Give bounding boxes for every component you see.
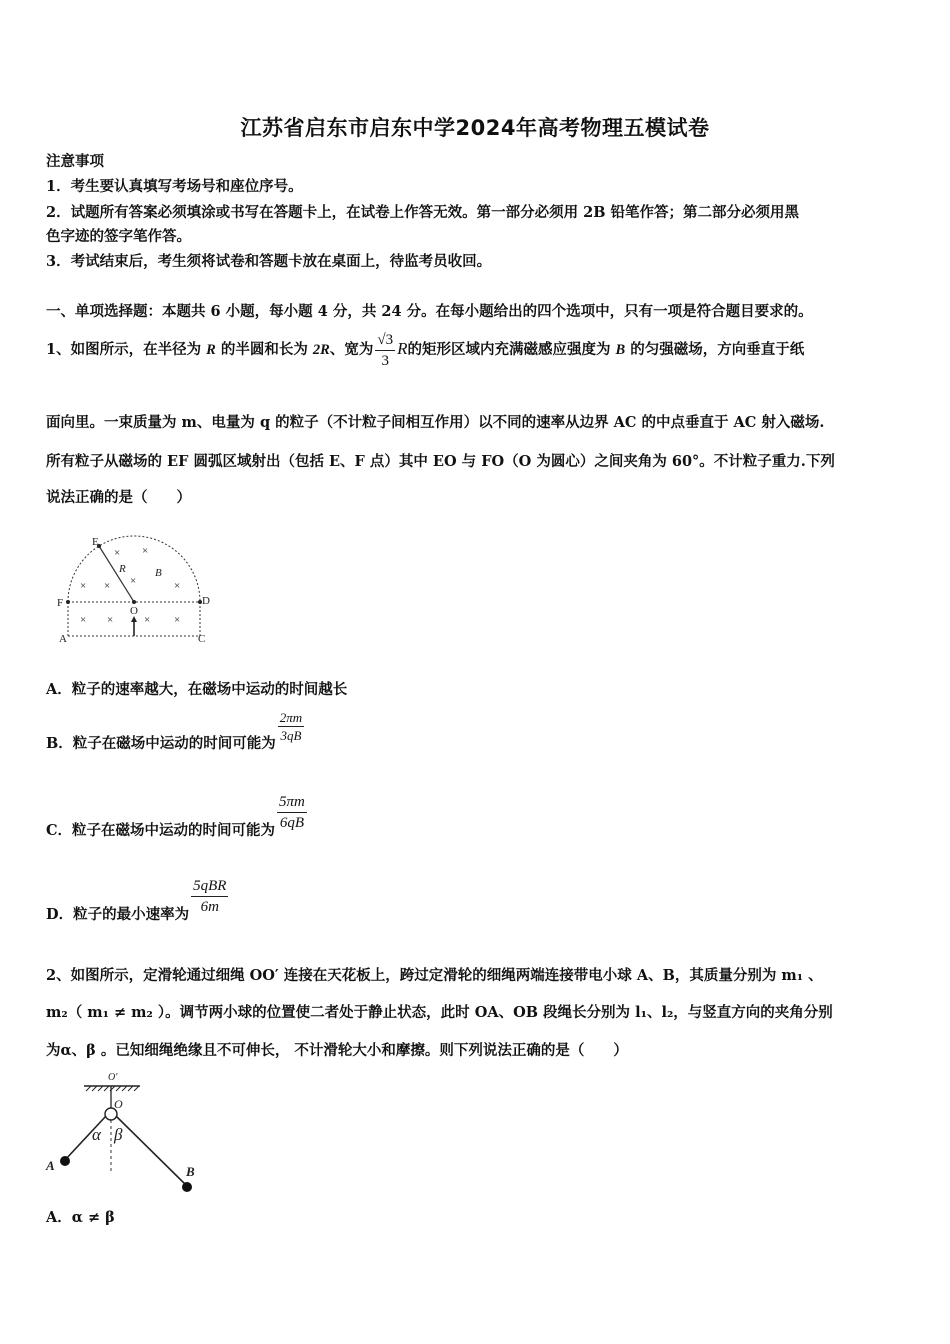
q2-line-3: 为α、β 。已知细绳绝缘且不可伸长， 不计滑轮大小和摩擦。则下列说法正确的是（ ） [46, 1042, 628, 1059]
field-cross: × [130, 575, 137, 587]
q1-option-b [46, 709, 904, 752]
label-a: A [46, 1158, 55, 1173]
label-b: B [186, 1164, 195, 1179]
section-1-heading: 一、单项选择题：本题共 6 小题，每小题 4 分，共 24 分。在每小题给出的四个选项中，只有一项是符合题目要求的。 [46, 303, 813, 320]
field-cross: × [114, 547, 121, 559]
field-cross: × [104, 580, 111, 592]
label-c: C [198, 633, 206, 645]
label-e: E [92, 536, 99, 548]
field-cross: × [142, 545, 149, 557]
q1-option-d-num: 5qBR [191, 876, 228, 897]
q1-width-fraction-den: 3 [381, 352, 389, 369]
q1-var-2r: 2R [312, 342, 330, 358]
notice-item-2-line-2: 色字迹的签字笔作答。 [46, 228, 191, 245]
rope-ob [116, 1116, 187, 1186]
q1-text-d: 的矩形区域内充满磁感应强度为 [407, 341, 616, 358]
q1-option-c-den: 6qB [279, 815, 305, 831]
notice-item-1: 1．考生要认真填写考场号和座位序号。 [46, 178, 303, 195]
label-alpha: α [92, 1125, 101, 1144]
q1-option-b-fraction [278, 709, 304, 744]
q1-option-d-fraction [191, 876, 228, 917]
q2-line-2: m₂（ m₁ ≠ m₂ ）。调节两小球的位置使二者处于静止状态，此时 OA、OB 段绳长分别为 l₁、l₂，与竖直方向的夹角分别 [46, 1004, 833, 1021]
point-f [66, 600, 70, 604]
notice-item-3: 3．考试结束后，考生须将试卷和答题卡放在桌面上，待监考员收回。 [46, 253, 492, 270]
page-title: 江苏省启东市启东中学2024年高考物理五模试卷 [240, 116, 710, 140]
field-cross: × [174, 614, 181, 626]
label-f: F [57, 597, 64, 609]
label-b: B [155, 567, 162, 579]
label-beta: β [114, 1125, 123, 1144]
field-cross: × [80, 580, 87, 592]
point-o [132, 600, 136, 604]
q2-line-1: 2、如图所示，定滑轮通过细绳 OO′ 连接在天花板上，跨过定滑轮的细绳两端连接带电小球 A、B，其质量分别为 m₁ 、 [46, 967, 823, 984]
q1-option-c-text: C．粒子在磁场中运动的时间可能为 [46, 821, 276, 839]
q1-option-d-den: 6m [200, 899, 219, 915]
q1-text-a: 1、如图所示，在半径为 [46, 341, 207, 358]
q1-width-fraction [375, 330, 395, 371]
q1-line-1 [46, 328, 904, 371]
q1-option-c [46, 796, 904, 837]
q1-option-a: A．粒子的速率越大，在磁场中运动的时间越长 [46, 681, 348, 698]
q1-text-c: 、宽为 [329, 341, 374, 358]
notice-item-2-line-1: 2．试题所有答案必须填涂或书写在答题卡上，在试卷上作答无效。第一部分必须用 2B 铅笔作答；第二部分必须用黑 [46, 204, 800, 221]
q1-option-c-fraction [277, 792, 307, 833]
label-d: D [202, 595, 210, 607]
q1-line-3: 所有粒子从磁场的 EF 圆弧区域射出（包括 E、F 点）其中 EO 与 FO（O 为圆心）之间夹角为 60°。不计粒子重力.下列 [46, 453, 835, 470]
q1-option-d [46, 880, 904, 921]
q1-var-b: B [615, 342, 626, 358]
field-cross: × [174, 580, 181, 592]
q1-option-b-den: 3qB [280, 727, 302, 743]
q1-option-b-text: B．粒子在磁场中运动的时间可能为 [46, 735, 276, 752]
q1-text-b: 的半圆和长为 [215, 341, 313, 358]
field-cross: × [80, 614, 87, 626]
field-cross: × [144, 614, 151, 626]
semicircle-arc [68, 536, 200, 602]
q2-option-a: A．α ≠ β [46, 1209, 115, 1226]
q1-text-e: 的匀强磁场，方向垂直于纸 [625, 341, 805, 358]
ball-b [182, 1182, 192, 1192]
label-r: R [119, 563, 126, 575]
q1-option-c-num: 5πm [277, 792, 307, 813]
q2-figure [40, 1068, 210, 1198]
q1-var-r-2: R [397, 339, 408, 358]
q1-option-b-num: 2πm [279, 709, 303, 725]
q1-option-d-text: D．粒子的最小速率为 [46, 905, 190, 923]
q1-line-2: 面向里。一束质量为 m、电量为 q 的粒子（不计粒子间相互作用）以不同的速率从边界 AC 的中点垂直于 AC 射入磁场. [46, 414, 825, 431]
q1-var-r: R [206, 342, 216, 358]
q1-width-fraction-num: √3 [375, 330, 395, 351]
label-a: A [59, 633, 67, 645]
ceiling-hatch [86, 1086, 139, 1091]
q1-figure [52, 534, 222, 646]
q1-line-4: 说法正确的是（ ） [46, 489, 191, 506]
label-o: O [114, 1097, 123, 1111]
notice-heading: 注意事项 [46, 153, 104, 170]
label-o: O [130, 605, 138, 617]
ball-a [60, 1156, 70, 1166]
field-cross: × [107, 614, 114, 626]
label-o-prime: O′ [108, 1072, 118, 1083]
